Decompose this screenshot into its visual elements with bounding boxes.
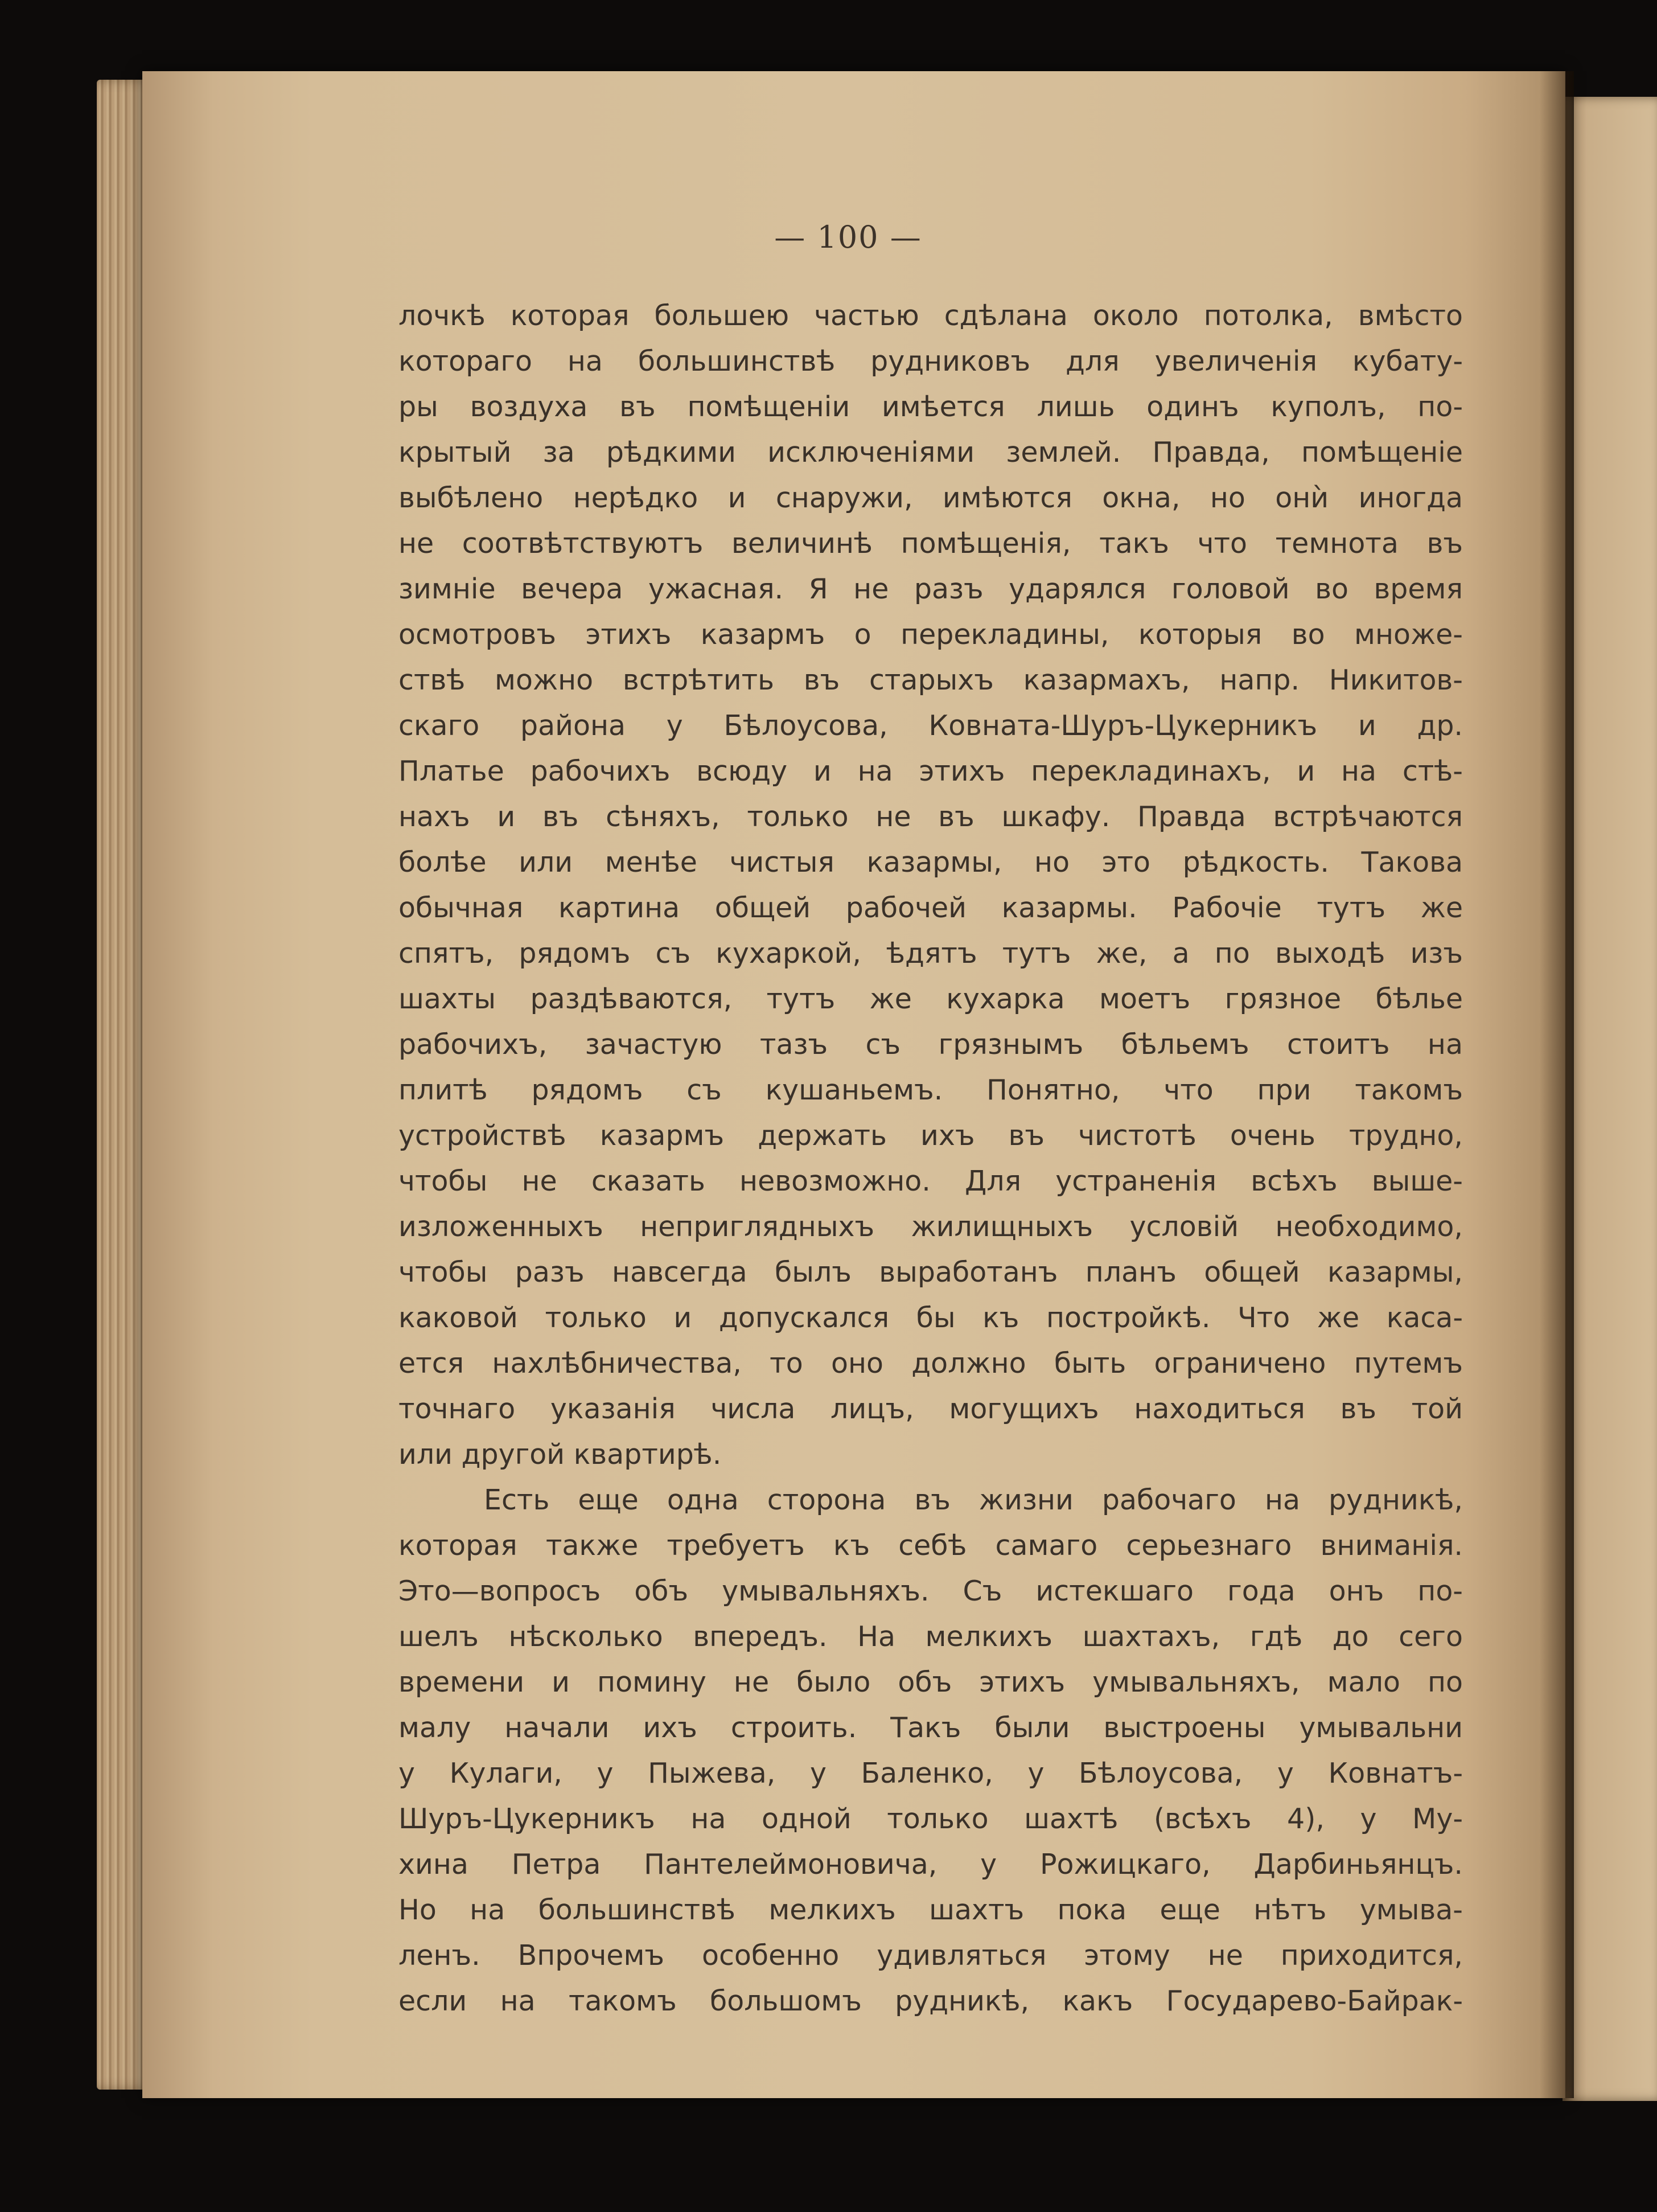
text-line: у Кулаги, у Пыжева, у Баленко, у Бѣлоусова, у Ковнатъ-: [398, 1757, 1463, 1790]
text-line: изложенныхъ неприглядныхъ жилищныхъ условій необходимо,: [398, 1210, 1463, 1243]
text-line: Платье рабочихъ всюду и на этихъ перекладинахъ, и на стѣ-: [398, 755, 1463, 787]
text-line: скаго района у Бѣлоусова, Ковната-Шуръ-Цукерникъ и др.: [398, 709, 1463, 742]
text-line: ры воздуха въ помѣщеніи имѣется лишь одинъ куполъ, по-: [398, 391, 1463, 423]
text-line: малу начали ихъ строить. Такъ были выстроены умывальни: [398, 1712, 1463, 1744]
text-line: чтобы не сказать невозможно. Для устраненія всѣхъ выше-: [398, 1165, 1463, 1197]
text-line: Это—вопросъ объ умывальняхъ. Съ истекшаго года онъ по-: [398, 1575, 1463, 1607]
text-line: каковой только и допускался бы къ постройкѣ. Что же каса-: [398, 1302, 1463, 1334]
text-line: осмотровъ этихъ казармъ о перекладины, которыя во множе-: [398, 618, 1463, 651]
text-line: зимніе вечера ужасная. Я не разъ ударялся головой во время: [398, 573, 1463, 605]
text-line: ствѣ можно встрѣтить въ старыхъ казармахъ, напр. Никитов-: [398, 664, 1463, 696]
text-line: не соотвѣтствуютъ величинѣ помѣщенія, такъ что темнота въ: [398, 527, 1463, 560]
text-line: Шуръ-Цукерникъ на одной только шахтѣ (всѣхъ 4), у Му-: [398, 1803, 1463, 1835]
text-line: шахты раздѣваются, тутъ же кухарка моетъ грязное бѣлье: [398, 983, 1463, 1015]
text-line: болѣе или менѣе чистыя казармы, но это рѣдкость. Такова: [398, 846, 1463, 879]
text-line: хина Петра Пантелеймоновича, у Рожицкаго, Дарбиньянцъ.: [398, 1848, 1463, 1881]
paragraph-start-line: Есть еще одна сторона въ жизни рабочаго на рудникѣ,: [484, 1484, 1463, 1516]
text-line: времени и помину не было объ этихъ умывальняхъ, мало по: [398, 1666, 1463, 1698]
paragraph-end-line: или другой квартирѣ.: [398, 1438, 722, 1471]
text-line: рабочихъ, зачастую тазъ съ грязнымъ бѣльемъ стоитъ на: [398, 1028, 1463, 1061]
body-text: [398, 293, 1463, 2024]
text-line: ленъ. Впрочемъ особенно удивляться этому не приходится,: [398, 1939, 1463, 1972]
facing-page: [1563, 97, 1657, 2101]
text-line: шелъ нѣсколько впередъ. На мелкихъ шахтахъ, гдѣ до сего: [398, 1620, 1463, 1653]
text-line: нахъ и въ сѣняхъ, только не въ шкафу. Правда встрѣчаются: [398, 801, 1463, 833]
text-line: плитѣ рядомъ съ кушаньемъ. Понятно, что при такомъ: [398, 1074, 1463, 1106]
text-line: выбѣлено нерѣдко и снаружи, имѣются окна, но онѝ иногда: [398, 482, 1463, 514]
text-line: Но на большинствѣ мелкихъ шахтъ пока еще нѣтъ умыва-: [398, 1894, 1463, 1926]
text-line: спятъ, рядомъ съ кухаркой, ѣдятъ тутъ же, а по выходѣ изъ: [398, 937, 1463, 970]
text-line: ется нахлѣбничества, то оно должно быть ограничено путемъ: [398, 1347, 1463, 1380]
text-line: которая также требуетъ къ себѣ самаго серьезнаго вниманія.: [398, 1529, 1463, 1562]
text-line: лочкѣ которая большею частью сдѣлана около потолка, вмѣсто: [398, 299, 1463, 332]
text-line: если на такомъ большомъ рудникѣ, какъ Государево-Байрак-: [398, 1985, 1463, 2017]
text-line: чтобы разъ навсегда былъ выработанъ планъ общей казармы,: [398, 1256, 1463, 1288]
text-line: котораго на большинствѣ рудниковъ для увеличенія кубату-: [398, 345, 1463, 377]
text-line: крытый за рѣдкими исключеніями землей. Правда, помѣщеніе: [398, 436, 1463, 469]
text-line: обычная картина общей рабочей казармы. Рабочіе тутъ же: [398, 892, 1463, 924]
page-number: — 100 —: [774, 219, 922, 255]
text-line: точнаго указанія числа лицъ, могущихъ находиться въ той: [398, 1393, 1463, 1425]
text-line: устройствѣ казармъ держать ихъ въ чистотѣ очень трудно,: [398, 1119, 1463, 1152]
book-gutter: [1540, 71, 1574, 2098]
